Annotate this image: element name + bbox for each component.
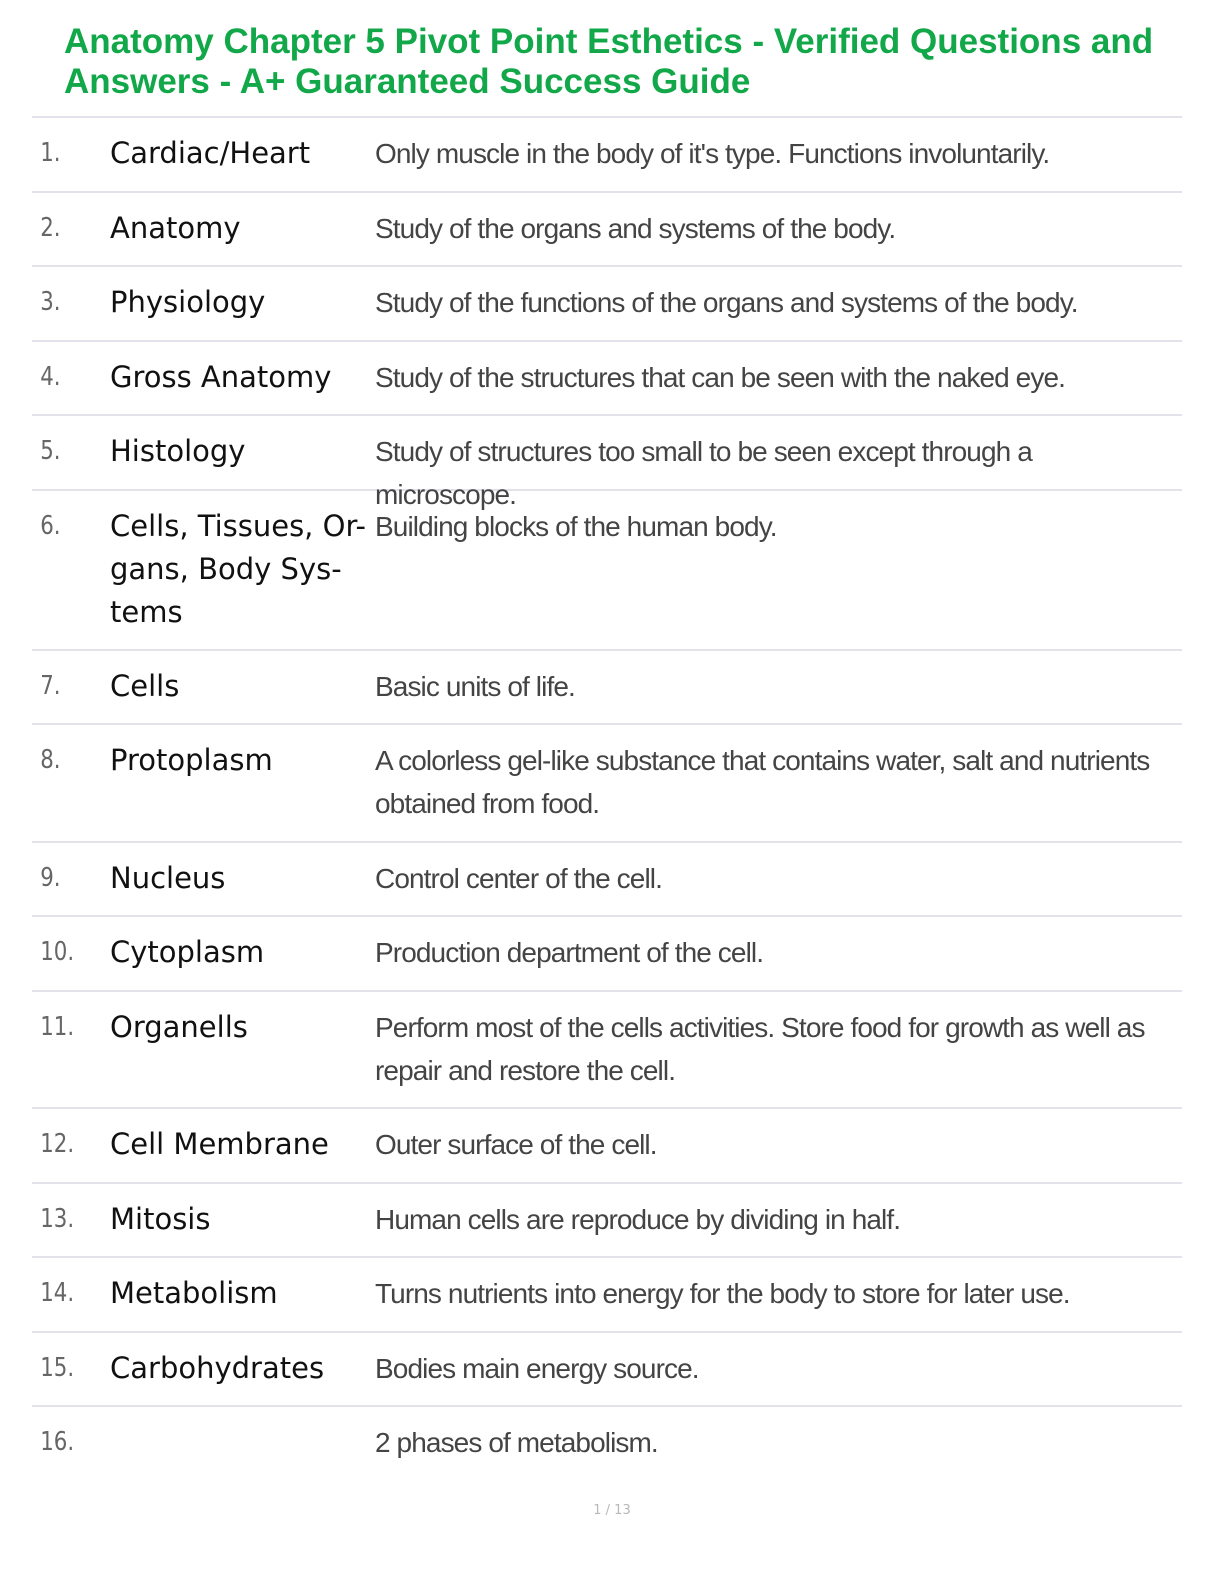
table-row — [32, 1109, 1182, 1184]
term: Histology — [110, 434, 246, 468]
term: Protoplasm — [110, 743, 273, 777]
definition: Turns nutrients into energy for the body to store for later use. — [375, 1278, 1070, 1309]
definition: Only muscle in the body of it's type. Functions involuntarily. — [375, 138, 1050, 169]
definition: Basic units of life. — [375, 671, 575, 702]
table-row — [32, 917, 1182, 992]
definition: Human cells are reproduce by dividing in half. — [375, 1204, 901, 1235]
definition: Perform most of the cells activities. Store food for growth as well as repair and restore the cell. — [375, 1012, 1145, 1086]
definition: Building blocks of the human body. — [375, 511, 777, 542]
document-title: Anatomy Chapter 5 Pivot Point Esthetics - Verified Questions and Answers - A+ Guaranteed Success Guide — [64, 22, 1154, 101]
table-row — [32, 843, 1182, 917]
table-row — [32, 725, 1182, 843]
term: Organells — [110, 1010, 248, 1044]
row-number: 2. — [40, 213, 61, 243]
row-number: 14. — [40, 1278, 75, 1308]
row-number: 11. — [40, 1012, 75, 1042]
term: Carbohydrates — [110, 1351, 325, 1385]
row-number: 12. — [40, 1129, 75, 1159]
table-row — [32, 1407, 1182, 1477]
row-number: 5. — [40, 436, 61, 466]
term: Cells — [110, 669, 180, 703]
definition: Outer surface of the cell. — [375, 1129, 657, 1160]
definition: Study of structures too small to be seen except through a microscope. — [375, 436, 1032, 510]
table-row — [32, 651, 1182, 725]
row-number: 10. — [40, 937, 75, 967]
term: Nucleus — [110, 861, 226, 895]
definition: 2 phases of metabolism. — [375, 1427, 658, 1458]
row-number: 6. — [40, 511, 61, 541]
definition: A colorless gel-like substance that contains water, salt and nutrients obtained from food. — [375, 745, 1150, 819]
definition: Control center of the cell. — [375, 863, 662, 894]
page-indicator: 1 / 13 — [593, 1503, 631, 1518]
term: Cells, Tissues, Or-gans, Body Sys-tems — [110, 509, 366, 629]
term: Physiology — [110, 285, 266, 319]
table-row — [32, 416, 1182, 510]
row-number: 3. — [40, 287, 61, 317]
row-number: 8. — [40, 745, 61, 775]
term: Mitosis — [110, 1202, 211, 1236]
table-row — [32, 1184, 1182, 1258]
term: Cell Membrane — [110, 1127, 329, 1161]
term: Gross Anatomy — [110, 360, 332, 394]
row-number: 4. — [40, 362, 61, 392]
definition: Production department of the cell. — [375, 937, 764, 968]
table-row — [32, 1333, 1182, 1407]
definition: Study of the functions of the organs and systems of the body. — [375, 287, 1078, 318]
row-number: 13. — [40, 1204, 75, 1234]
flashcard-table — [32, 116, 1182, 1477]
table-row — [32, 193, 1182, 267]
row-number: 1. — [40, 138, 61, 168]
definition: Study of the structures that can be seen with the naked eye. — [375, 362, 1066, 393]
table-row — [32, 342, 1182, 416]
row-number: 7. — [40, 671, 61, 701]
term: Cardiac/Heart — [110, 136, 311, 170]
row-number: 16. — [40, 1427, 75, 1457]
term: Cytoplasm — [110, 935, 265, 969]
table-row — [32, 267, 1182, 342]
table-row — [32, 992, 1182, 1109]
term: Anatomy — [110, 211, 241, 245]
definition: Bodies main energy source. — [375, 1353, 699, 1384]
term: Metabolism — [110, 1276, 278, 1310]
row-number: 9. — [40, 863, 61, 893]
row-number: 15. — [40, 1353, 75, 1383]
table-row — [32, 1258, 1182, 1333]
table-row — [32, 118, 1182, 193]
definition: Study of the organs and systems of the body. — [375, 213, 896, 244]
table-row — [32, 491, 1182, 651]
